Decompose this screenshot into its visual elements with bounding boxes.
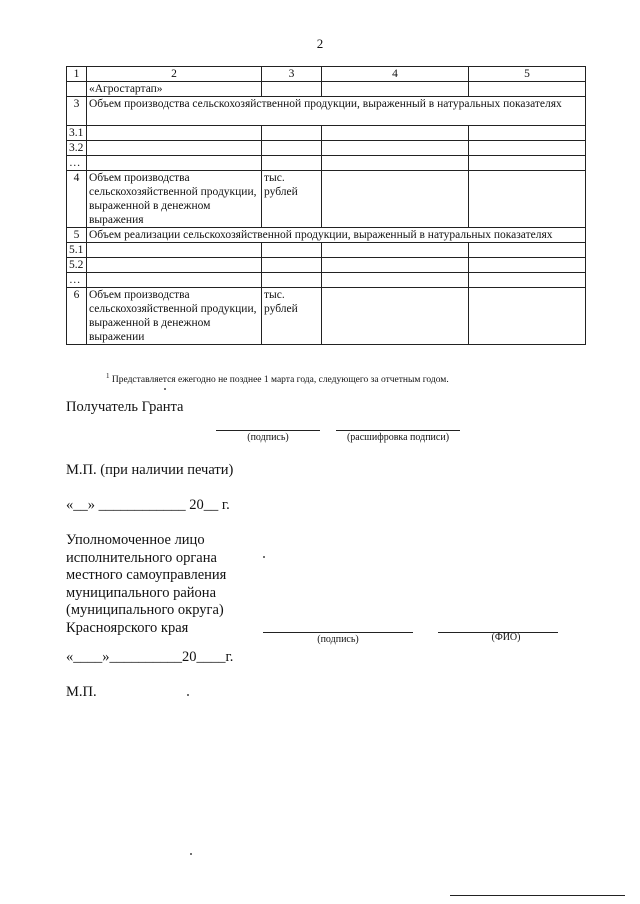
table-row: [67, 288, 586, 345]
table-cell: Объем производства сельскохозяйственной продукции, выраженный в натуральных показателях: [87, 97, 586, 126]
scan-speck: [187, 694, 189, 696]
footnote: [106, 372, 449, 385]
official-signature-caption: (подпись): [317, 634, 359, 645]
header-cell: 5: [469, 67, 586, 82]
official-title-line: муниципального района: [66, 584, 216, 601]
table-row: [67, 156, 586, 171]
unit-cell: тыс. рублей: [262, 288, 322, 345]
table-cell: Объем реализации сельскохозяйственной продукции, выраженный в натуральных показателях: [87, 228, 586, 243]
table-row: [67, 273, 586, 288]
row-number: 5.2: [67, 258, 87, 273]
recipient-date-line: «__» ____________ 20__ г.: [66, 497, 230, 513]
table-row: [67, 258, 586, 273]
row-number: 5: [67, 228, 87, 243]
indicators-table: [66, 66, 586, 345]
scan-speck: [190, 853, 192, 855]
fio-caption: (ФИО): [491, 632, 521, 643]
official-date-line: «____»__________20____г.: [66, 649, 234, 665]
table-row: [67, 243, 586, 258]
header-cell: 3: [262, 67, 322, 82]
table-cell: «Агростартап»: [87, 82, 262, 97]
row-number: 5.1: [67, 243, 87, 258]
row-number: …: [67, 273, 87, 288]
official-signature-line: [263, 632, 413, 633]
official-title-line: Уполномоченное лицо: [66, 532, 205, 548]
table-row: [67, 141, 586, 156]
row-number: …: [67, 156, 87, 171]
bottom-rule: [450, 895, 625, 896]
header-cell: 2: [87, 67, 262, 82]
table-row: [67, 171, 586, 228]
table-cell: Объем производства сельскохозяйственной продукции, выраженной в денежном выражения: [87, 171, 262, 228]
table-row: [67, 82, 586, 97]
header-cell: 4: [322, 67, 469, 82]
footnote-mark: 1: [106, 372, 110, 380]
official-title-line: Красноярского края: [66, 619, 189, 636]
unit-cell: тыс. рублей: [262, 171, 322, 228]
official-title-line: местного самоуправления: [66, 567, 227, 583]
scan-speck: [263, 556, 265, 558]
official-title: [66, 532, 276, 637]
table-cell: Объем производства сельскохозяйственной продукции, выраженной в денежном выражении: [87, 288, 262, 345]
official-seal: М.П.: [66, 684, 97, 700]
table-row: [67, 97, 586, 126]
table-header-row: [67, 67, 586, 82]
table-row: [67, 126, 586, 141]
row-number: 3.1: [67, 126, 87, 141]
row-number: 3: [67, 97, 87, 126]
signature-caption: (подпись): [247, 432, 289, 443]
footnote-text: Представляется ежегодно не позднее 1 марта года, следующего за отчетным годом.: [111, 375, 449, 386]
page-number: 2: [316, 36, 324, 51]
seal-note: М.П. (при наличии печати): [66, 462, 234, 478]
recipient-signature-line: [216, 430, 320, 431]
recipient-decode-line: [336, 430, 460, 431]
scan-speck: [164, 388, 166, 390]
header-cell: 1: [67, 67, 87, 82]
official-title-line: исполнительного органа: [66, 549, 217, 566]
official-title-line: (муниципального округа): [66, 602, 224, 618]
decode-caption: (расшифровка подписи): [346, 432, 450, 443]
row-number: 6: [67, 288, 87, 345]
recipient-title: Получатель Гранта: [66, 399, 184, 415]
row-number: 4: [67, 171, 87, 228]
table-row: [67, 228, 586, 243]
row-number: 3.2: [67, 141, 87, 156]
